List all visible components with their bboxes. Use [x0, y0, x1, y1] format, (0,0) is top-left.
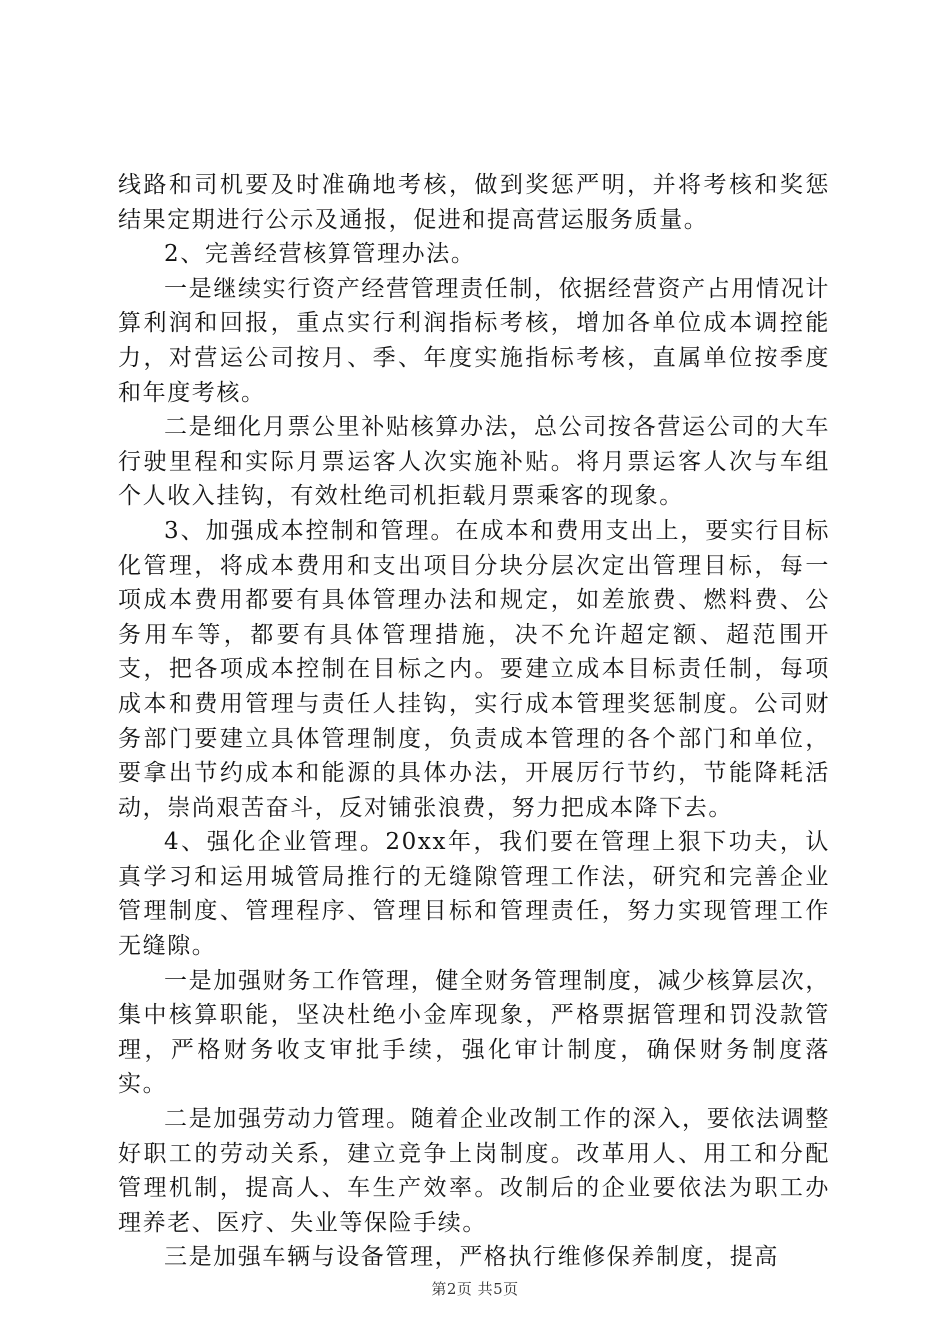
paragraph-heading-3: 3、加强成本控制和管理。在成本和费用支出上，要实行目标化管理，将成本费用和支出项目分块分层次定出管理目标，每一项成本费用都要有具体管理办法和规定，如差旅费、燃料费、公务用车等，都要有具体管理措施，决不允许超定额、超范围开支，把各项成本控制在目标之内。要建立成本目标责任制，每项成本和费用管理与责任人挂钩，实行成本管理奖惩制度。公司财务部门要建立具体管理制度，负责成本管理的各个部门和单位，要拿出节约成本和能源的具体办法，开展厉行节约，节能降耗活动，崇尚艰苦奋斗，反对铺张浪费，努力把成本降下去。: [118, 517, 830, 821]
paragraph: 二是加强劳动力管理。随着企业改制工作的深入，要依法调整好职工的劳动关系，建立竞争上岗制度。改革用人、用工和分配管理机制，提高人、车生产效率。改制后的企业要依法为职工办理养老、医疗、失业等保险手续。: [118, 1106, 830, 1236]
paragraph-continuation: 线路和司机要及时准确地考核，做到奖惩严明，并将考核和奖惩结果定期进行公示及通报，促进和提高营运服务质量。: [118, 172, 830, 233]
paragraph-heading-4: 4、强化企业管理。20xx年，我们要在管理上狠下功夫，认真学习和运用城管局推行的无缝隙管理工作法，研究和完善企业管理制度、管理程序、管理目标和管理责任，努力实现管理工作无缝隙。: [118, 829, 830, 960]
paragraph: 一是继续实行资产经营管理责任制，依据经营资产占用情况计算利润和回报，重点实行利润指标考核，增加各单位成本调控能力，对营运公司按月、季、年度实施指标考核，直属单位按季度和年度考核。: [118, 275, 830, 406]
document-body: [118, 168, 830, 1275]
paragraph: 二是细化月票公里补贴核算办法，总公司按各营运公司的大车行驶里程和实际月票运客人次实施补贴。将月票运客人次与车组个人收入挂钩，有效杜绝司机拒载月票乘客的现象。: [118, 414, 830, 510]
page-number-footer: 第2页 共5页: [431, 1280, 519, 1298]
paragraph: 三是加强车辆与设备管理，严格执行维修保养制度，提高: [164, 1244, 779, 1271]
paragraph-heading-2: 2、完善经营核算管理办法。: [164, 241, 476, 268]
paragraph: 一是加强财务工作管理，健全财务管理制度，减少核算层次，集中核算职能，坚决杜绝小金库现象，严格票据管理和罚没款管理，严格财务收支审批手续，强化审计制度，确保财务制度落实。: [118, 967, 830, 1098]
